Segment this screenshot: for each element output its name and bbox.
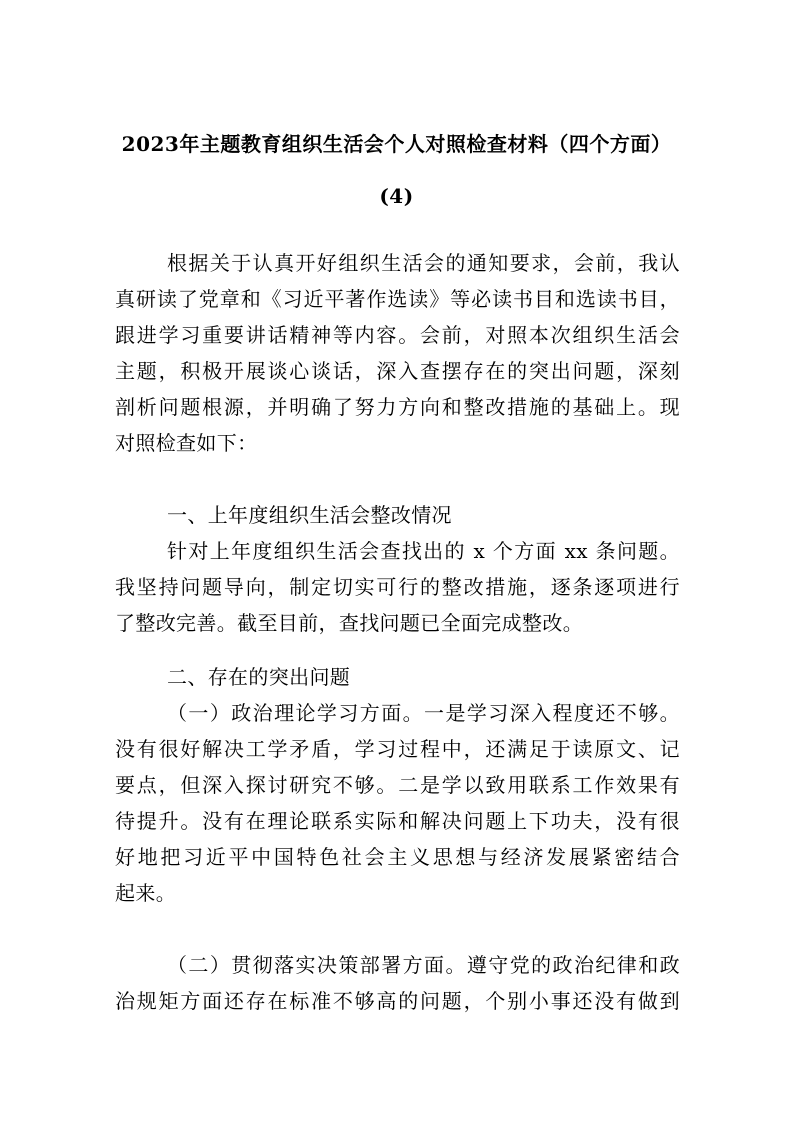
intro-paragraph [115, 245, 680, 461]
paragraph-line: 主题，积极开展谈心谈话，深入查摆存在的突出问题，深刻 [115, 359, 680, 383]
paragraph-line: 跟进学习重要讲话精神等内容。会前，对照本次组织生活会 [115, 323, 680, 347]
section-heading-1 [115, 497, 680, 533]
paragraph-line: 了整改完善。截至目前，查找问题已全面完成整改。 [115, 611, 584, 635]
decision-implementation-paragraph [115, 947, 680, 1019]
paragraph-line: （一）政治理论学习方面。一是学习深入程度还不够。 [167, 701, 680, 725]
paragraph-line: （二）贯彻落实决策部署方面。遵守党的政治纪律和政 [167, 953, 680, 977]
document-title: 2023年主题教育组织生活会个人对照检查材料（四个方面） [121, 132, 672, 156]
political-theory-paragraph [115, 695, 680, 911]
paragraph-line: 根据关于认真开好组织生活会的通知要求，会前，我认 [167, 251, 680, 275]
document-title-number: (4) [379, 184, 414, 208]
paragraph-line: 对照检查如下： [115, 431, 258, 455]
paragraph-line: 真研读了党章和《习近平著作选读》等必读书目和选读书目， [115, 287, 680, 311]
paragraph-line: 治规矩方面还存在标准不够高的问题，个别小事还没有做到 [115, 989, 680, 1013]
section-heading-text: 二、存在的突出问题 [167, 665, 351, 689]
section-heading-2 [115, 659, 680, 695]
section-heading-text: 一、上年度组织生活会整改情况 [167, 503, 452, 527]
rectification-paragraph [115, 533, 680, 641]
paragraph-line: 针对上年度组织生活会查找出的 x 个方面 xx 条问题。 [167, 539, 680, 563]
paragraph-line: 没有很好解决工学矛盾，学习过程中，还满足于读原文、记 [115, 737, 680, 761]
paragraph-line: 剖析问题根源，并明确了努力方向和整改措施的基础上。现 [115, 395, 680, 419]
paragraph-line: 我坚持问题导向，制定切实可行的整改措施，逐条逐项进行 [115, 575, 680, 599]
paragraph-line: 起来。 [115, 881, 177, 905]
paragraph-line: 要点，但深入探讨研究不够。二是学以致用联系工作效果有 [115, 773, 680, 797]
paragraph-line: 好地把习近平中国特色社会主义思想与经济发展紧密结合 [115, 845, 680, 869]
paragraph-line: 待提升。没有在理论联系实际和解决问题上下功夫，没有很 [115, 809, 680, 833]
